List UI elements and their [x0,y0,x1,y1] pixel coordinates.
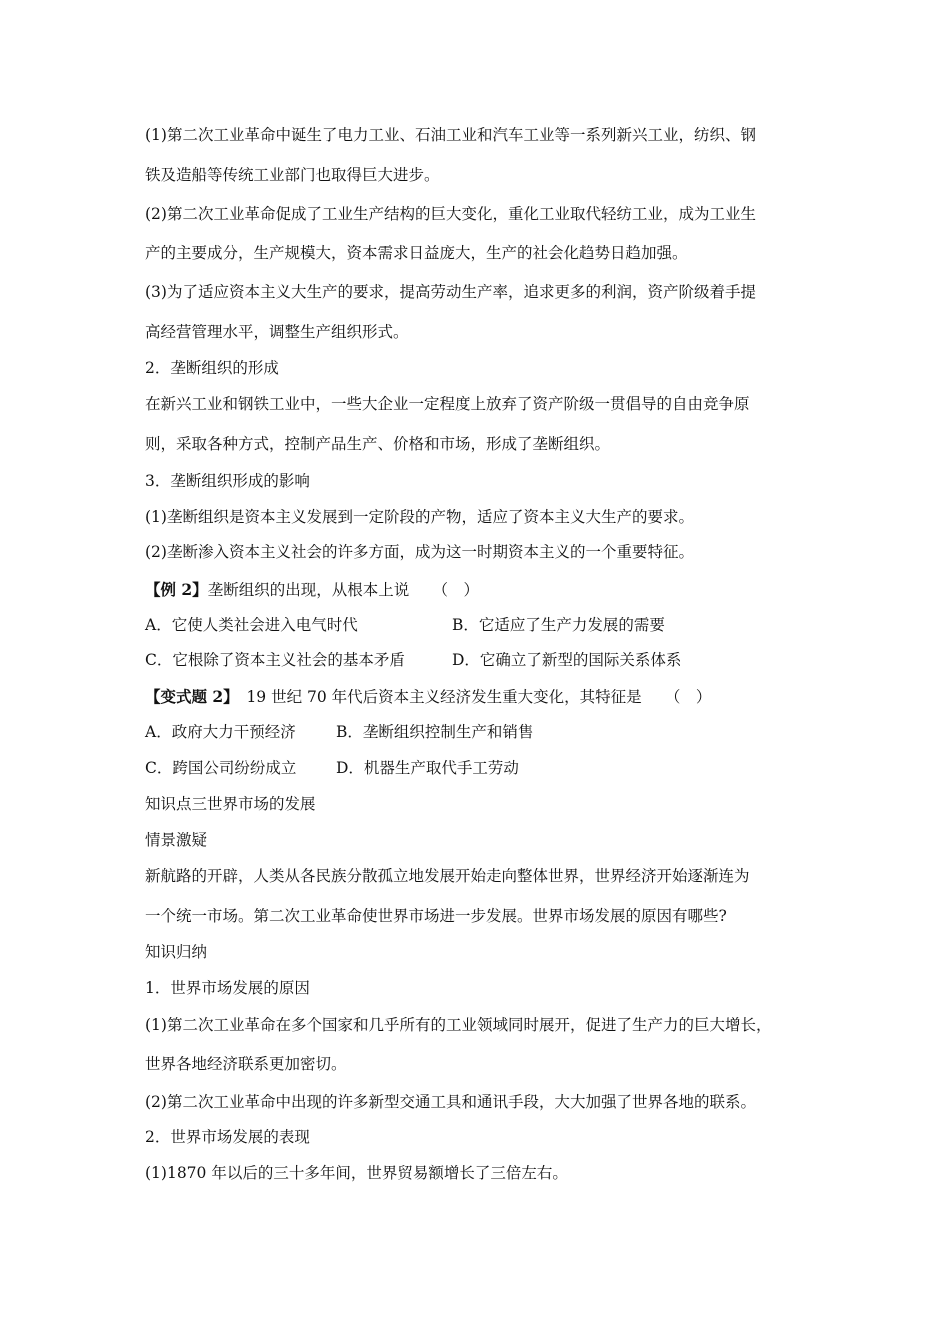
paragraph-line: (1)第二次工业革命在多个国家和几乎所有的工业领域同时展开，促进了生产力的巨大增长， [145,1016,772,1034]
paragraph-line: 新航路的开辟，人类从各民族分散孤立地发展开始走向整体世界，世界经济开始逐渐连为 [145,867,750,885]
subheading: 情景激疑 [145,831,208,849]
option-c: C．跨国公司纷纷成立 [145,759,297,777]
option-b: B．垄断组织控制生产和销售 [336,723,534,741]
paragraph-line: (2)第二次工业革命促成了工业生产结构的巨大变化，重化工业取代轻纺工业，成为工业生 [145,205,756,223]
section-heading: 1．世界市场发展的原因 [145,979,310,997]
option-d: D．机器生产取代手工劳动 [336,759,519,777]
paragraph-line: (1)第二次工业革命中诞生了电力工业、石油工业和汽车工业等一系列新兴工业，纺织、钢 [145,126,756,144]
subheading: 知识归纳 [145,943,208,961]
example-question [145,582,479,599]
section-heading: 2．世界市场发展的表现 [145,1128,310,1146]
paragraph-line: (2)垄断渗入资本主义社会的许多方面，成为这一时期资本主义的一个重要特征。 [145,543,694,561]
section-heading: 知识点三世界市场的发展 [145,795,316,813]
paragraph-line: (2)第二次工业革命中出现的许多新型交通工具和通讯手段，大大加强了世界各地的联系。 [145,1093,756,1111]
paragraph-line: (3)为了适应资本主义大生产的要求，提高劳动生产率，追求更多的利润，资产阶级着手提 [145,283,756,301]
paragraph-line: 世界各地经济联系更加密切。 [145,1055,347,1073]
option-b: B．它适应了生产力发展的需要 [452,616,665,634]
paragraph-line: 一个统一市场。第二次工业革命使世界市场进一步发展。世界市场发展的原因有哪些? [145,907,727,925]
option-a: A．它使人类社会进入电气时代 [145,616,358,634]
paragraph-line: 在新兴工业和钢铁工业中，一些大企业一定程度上放弃了资产阶级一贯倡导的自由竞争原 [145,395,750,413]
paragraph-line: 铁及造船等传统工业部门也取得巨大进步。 [145,166,440,184]
option-a: A．政府大力干预经济 [145,723,296,741]
paragraph-line: 高经营管理水平，调整生产组织形式。 [145,323,409,341]
variant-label: 【变式题 2】 [145,687,231,706]
example-label: 【例 2】 [145,580,208,599]
option-c: C．它根除了资本主义社会的基本矛盾 [145,651,405,669]
paragraph-line: 产的主要成分，生产规模大，资本需求日益庞大，生产的社会化趋势日趋加强。 [145,244,688,262]
paragraph-line: (1)1870 年以后的三十多年间，世界贸易额增长了三倍左右。 [145,1164,568,1182]
option-d: D．它确立了新型的国际关系体系 [452,651,682,669]
paragraph-line: 则，采取各种方式，控制产品生产、价格和市场，形成了垄断组织。 [145,435,611,453]
example-question-text: 垄断组织的出现，从根本上说 （ ） [207,581,479,599]
section-heading: 2．垄断组织的形成 [145,359,279,377]
section-heading: 3．垄断组织形成的影响 [145,472,310,490]
paragraph-line: (1)垄断组织是资本主义发展到一定阶段的产物，适应了资本主义大生产的要求。 [145,508,694,526]
variant-question-text: 19 世纪 70 年代后资本主义经济发生重大变化，其特征是 （ ） [230,688,712,706]
variant-question [145,689,711,706]
